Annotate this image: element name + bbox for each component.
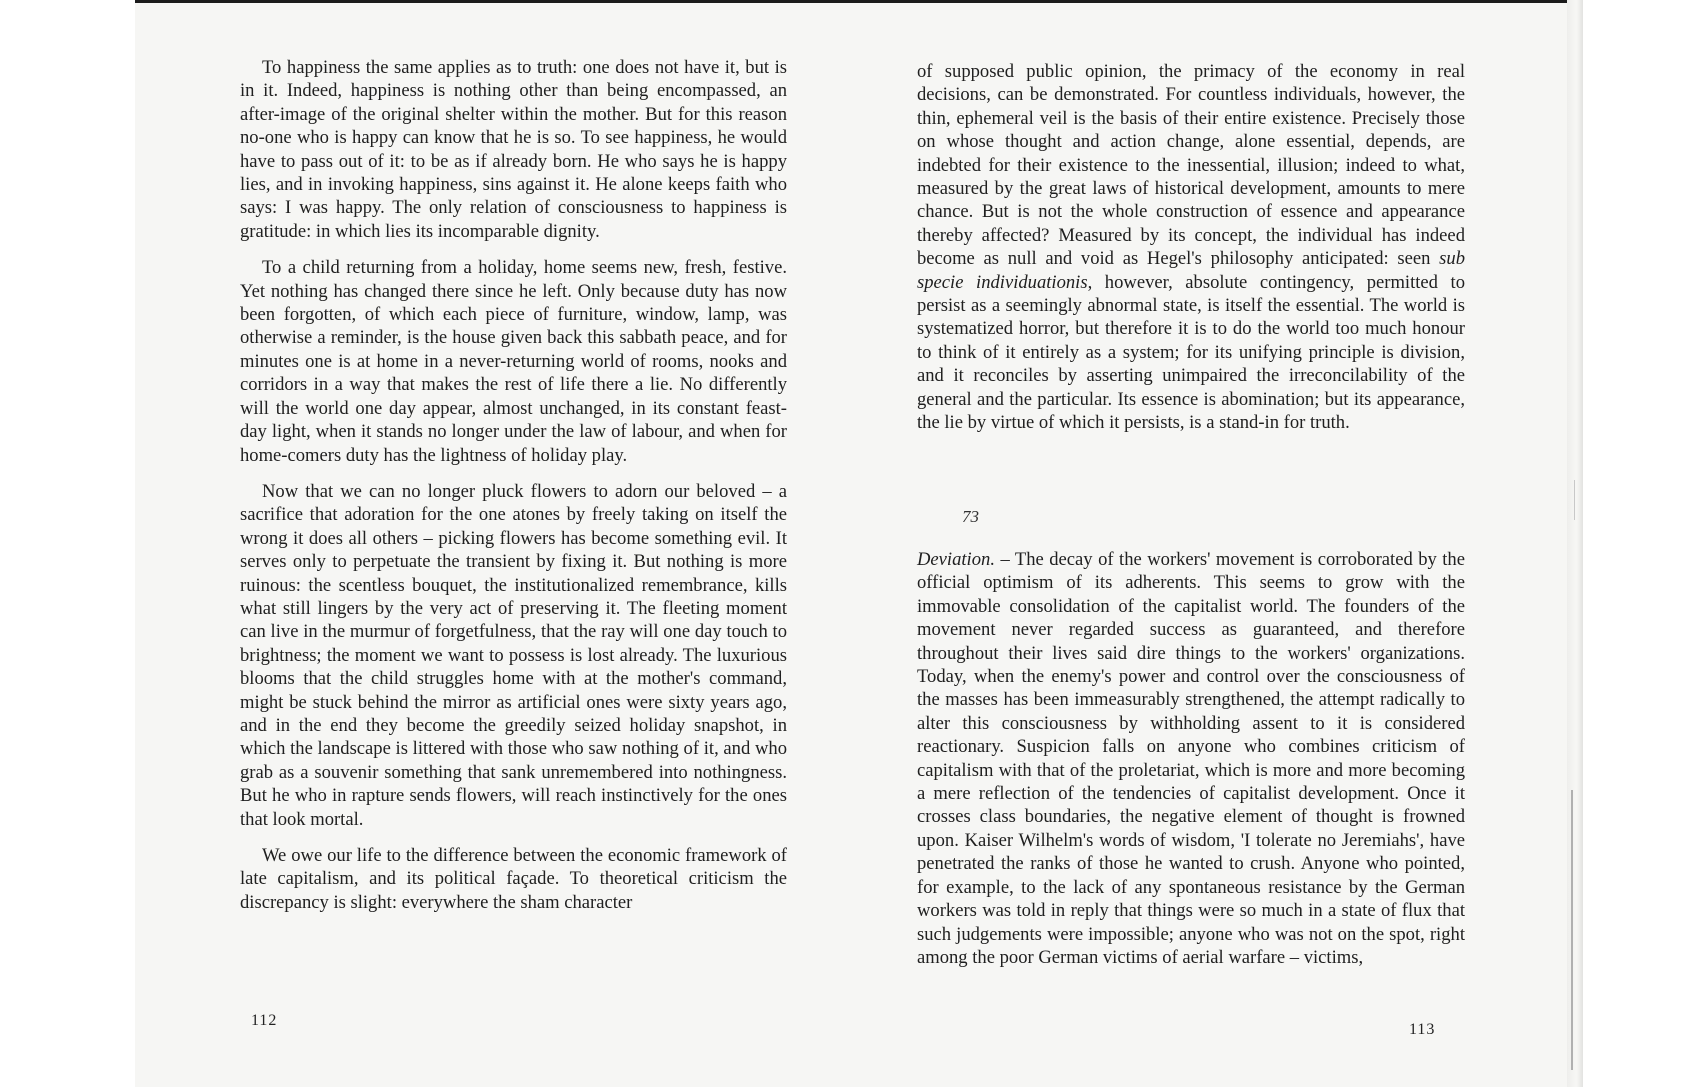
right-page-top bbox=[917, 60, 1465, 448]
left-page bbox=[240, 56, 787, 927]
section-paragraph bbox=[917, 548, 1465, 969]
latin-phrase: sub specie individuationis bbox=[917, 248, 1465, 293]
paragraph-text: of supposed public opinion, the primacy of the economy in real decisions, can be demonstrated. For countless individuals, however, the thin, ephemeral veil is the basis of their entire existence. Precisely those on whose thought and action change, alone essential, depends, are indebted for their existence to the inessential, illusion; indeed to what, measured by the great laws of historical development, amounts to mere chance. But is not the whole construction of essence and appearance thereby affected? Measured by its concept, the individual has indeed become as null and void as Hegel's philosophy anticipated: seen bbox=[917, 61, 1465, 270]
paragraph-continuation bbox=[917, 60, 1465, 435]
paragraph: To happiness the same applies as to truth: one does not have it, but is in it. Indeed, happiness is nothing other than being encompassed, an after-image of the original shelter within the mother. But for this reason no-one who is happy can know that he is so. To see happiness, he would have to pass out of it: to be as if already born. He who says he is happy lies, and in invoking happiness, sins against it. He alone keeps faith who says: I was happy. The only relation of consciousness to happiness is gratitude: in which lies its incomparable dignity. bbox=[240, 57, 787, 242]
scan-mark bbox=[1574, 480, 1575, 520]
paragraph: Now that we can no longer pluck flowers to adorn our beloved – a sacrifice that adoration for the one atones by freely taking on itself the wrong it does all others – picking flowers has become something evil. It serves only to perpetuate the transient by fixing it. But nothing is more ruinous: the scentless bouquet, the institutionalized remembrance, kills what still lingers by the very act of preserving it. The fleeting moment can live in the murmur of forgetfulness, that the ray will one day touch to brightness; the moment we want to possess is lost already. The luxurious blooms that the child struggles home with at the mother's command, might be stuck behind the mirror as artificial ones were sixty years ago, and in the end they become the greedily seized holiday snapshot, in which the landscape is littered with those who saw nothing of it, and who grab as a souvenir something that sank unremembered into nothingness. But he who in rapture sends flowers, will reach instinctively for the ones that look mortal. bbox=[240, 480, 787, 830]
page-number: 112 bbox=[251, 1012, 278, 1029]
paragraph-text: , however, absolute contingency, permitted to persist as a seemingly abnormal state, is itself the essential. The world is systematized horror, but therefore it is to do the world too much honour to think of it entirely as a system; for its unifying principle is division, and it reconciles by asserting unimpaired the irreconcilability of the general and the particular. Its essence is abomination; but its appearance, the lie by virtue of which it persists, is a stand-in for truth. bbox=[917, 271, 1465, 434]
section-number: 73 bbox=[962, 507, 979, 526]
page-number: 113 bbox=[1409, 1021, 1436, 1038]
right-page-section bbox=[917, 548, 1465, 982]
paragraph: To a child returning from a holiday, home seems new, fresh, festive. Yet nothing has changed there since he left. Only because duty has now been forgotten, of which each piece of furniture, window, lamp, was otherwise a reminder, is the house given back this sabbath peace, and for minutes one is at home in a never-returning world of rooms, nooks and corridors in a way that makes the rest of life there a lie. No differently will the world one day appear, almost unchanged, in its constant feast-day light, when it stands no longer under the law of labour, and when for home-comers duty has the lightness of holiday play. bbox=[240, 257, 787, 466]
section-title: Deviation. bbox=[917, 549, 995, 570]
section-body: – The decay of the workers' movement is corroborated by the official optimism of its adherents. This seems to grow with the immovable consolidation of the capitalist world. The founders of the movement never regarded success as guaranteed, and therefore throughout their lives said dire things to the workers' organizations. Today, when the enemy's power and control over the consciousness of the masses has been immeasurably strengthened, the attempt radically to alter this consciousness by withholding assent to it is considered reactionary. Suspicion falls on anyone who combines criticism of capitalism with that of the proletariat, which is more and more becoming a mere reflection of the tendencies of capitalist development. Once it crosses class boundaries, the negative element of thought is frowned upon. Kaiser Wilhelm's words of wisdom, 'I tolerate no Jeremiahs', have penetrated the ranks of those he wanted to crush. Anyone who pointed, for example, to the lack of any spontaneous resistance by the German workers was told in reply that things were so much in a state of flux that such judgements were impossible; anyone who was not on the spot, right among the poor German victims of aerial warfare – victims, bbox=[917, 549, 1465, 968]
page-edge bbox=[1567, 0, 1583, 1087]
paragraph: We owe our life to the difference between the economic framework of late capitalism, and its political façade. To theoretical criticism the discrepancy is slight: everywhere the sham character bbox=[240, 845, 787, 913]
scan-mark bbox=[1571, 790, 1573, 1070]
